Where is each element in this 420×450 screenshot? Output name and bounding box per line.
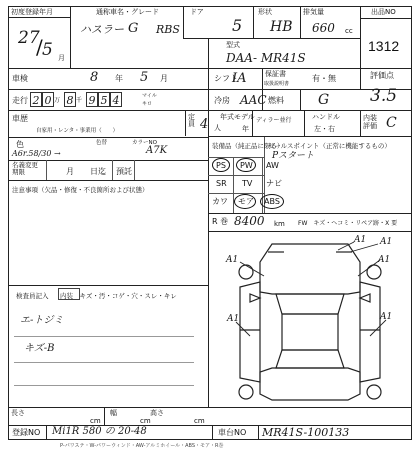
sales-points-value: Pスタート [272, 151, 315, 161]
equipment-title: 装備品（純正品に限る） [212, 142, 284, 150]
aircon-label: 冷房 [214, 96, 230, 105]
handle-label: ハンドル [312, 113, 340, 121]
warranty-label: 保証書 [265, 70, 286, 78]
equip-grid-v1 [233, 157, 234, 213]
damage-mark: A1 [378, 255, 391, 265]
rule-h-lot [360, 18, 412, 19]
equip-top-ps: PS [216, 161, 226, 170]
equip-tv: TV [242, 179, 253, 188]
inspector-options: 内装 キズ・汚・コゲ・穴・スレ・キレ [60, 292, 177, 300]
rear-month-label: 月 [66, 167, 74, 176]
equip-top-pw: PW [240, 161, 253, 170]
equip-sr: SR [216, 179, 227, 188]
month-suffix: 月 [58, 54, 65, 62]
equip-circle-abs [260, 194, 284, 209]
damage-mark: A1 [380, 312, 393, 322]
doors-value: 5 [232, 16, 243, 35]
rule-v-foot3 [258, 425, 259, 440]
fuel-value: G [318, 92, 330, 108]
rule-h-4 [8, 110, 412, 111]
shaken-year: 8 [90, 70, 99, 85]
rule-v-foot1 [46, 425, 47, 440]
mileage-label: 走行 [12, 96, 28, 105]
reg-month-value: 5 [42, 40, 53, 60]
rule-v-12 [185, 110, 186, 136]
inspector-note: キズ-B [24, 343, 55, 354]
rule-h-1 [8, 17, 70, 18]
rule-v-1 [70, 6, 71, 68]
warranty-options: 有・無 [312, 74, 336, 83]
car-name-label: 通称車名・グレード [96, 8, 159, 16]
rule-v-13 [304, 110, 305, 136]
height-cm: cm [194, 417, 205, 425]
color-label: 色 [16, 140, 24, 149]
unit-mile: マイル [142, 93, 157, 99]
doors-label: ドア [190, 8, 204, 16]
mileage-digit-boxes [30, 92, 122, 107]
lot-value: 1312 [368, 38, 400, 54]
width-cm: cm [140, 417, 151, 425]
grade-value: G [128, 21, 139, 36]
rule-v-2 [183, 6, 184, 38]
equip-abs: ABS [264, 197, 280, 206]
color-no-label: カラーNO [132, 140, 157, 146]
fuel-label: 燃料 [268, 96, 284, 105]
year-model-label: 年式モデル [220, 113, 255, 121]
equip-navi: ナビ [266, 179, 282, 188]
rule-h-6 [8, 160, 208, 161]
inspector-rule [14, 336, 194, 337]
height-label: 高さ [150, 409, 164, 417]
year-unit: 年 [115, 74, 123, 83]
rule-h-6b [208, 136, 412, 137]
capacity-label: 定員 [188, 113, 195, 128]
color-value: A6r.58/30 → [12, 149, 61, 158]
rear-grid-v1 [46, 160, 47, 180]
model-value: DAA- MR41S [226, 51, 306, 65]
width-label: 幅 [110, 409, 117, 417]
year-slash: / [36, 35, 43, 59]
car-name-value: ハスラー [80, 23, 124, 36]
equip-circle-pw [236, 158, 256, 172]
reg-no-label: 登録NO [12, 428, 41, 437]
history-options: 自家用・レンタ・事業用（ ） [36, 128, 119, 134]
shift-label: シフト [214, 74, 238, 83]
rule-v-10 [360, 110, 361, 136]
rule-h-2 [8, 68, 412, 69]
unit-km: キロ [142, 101, 153, 107]
rear-entry-label: 名義変更期限 [12, 161, 38, 177]
inspector-note: エ-トジミ [20, 315, 64, 326]
ribbon-value: 8400 [234, 214, 265, 228]
equip-top-aw: AW [266, 161, 279, 170]
reg-year-value: 27 [18, 28, 40, 48]
displacement-value: 660 [312, 21, 335, 35]
ribbon-label: R 巻 [212, 217, 229, 226]
mileage-digit: 0 [42, 92, 54, 107]
sales-points-label: セールスポイント（正常に機能するもの） [268, 142, 391, 150]
equip-kawa: カワ [212, 197, 228, 206]
inspector-label: 検査員記入 [16, 292, 49, 300]
bottom-note: P-パワステ・W-パワーウィンド・AW-アルミホイール・ABS・モア・R巻 [60, 443, 224, 449]
body-type-value: HB [270, 19, 293, 35]
inspector-options-box [58, 288, 80, 300]
rule-v-foot2 [212, 425, 213, 440]
unit-man: 万 [54, 97, 61, 104]
ribbon-unit: km [274, 220, 285, 228]
rule-h-7 [8, 180, 208, 181]
damage-mark: A1 [227, 314, 240, 324]
inspector-rule [14, 362, 194, 363]
rule-v-6 [208, 38, 209, 68]
damage-mark: A1 [380, 237, 393, 247]
rule-h-5 [8, 137, 208, 138]
mileage-digit: 9 [86, 92, 98, 107]
equip-moa: モア [238, 197, 254, 206]
capacity-unit: 人 [214, 124, 221, 132]
rear-day-label: 日迄 [90, 167, 106, 176]
rule-v-3 [253, 6, 254, 38]
history-label: 車歴 [12, 114, 28, 123]
interior-label: 内装評価 [363, 114, 377, 131]
notes-label: 注意事項（欠品・修復・不良箇所および状態） [12, 186, 149, 194]
chassis-value: MR41S-100133 [262, 426, 350, 439]
inspector-rule [14, 385, 194, 386]
grade-label: 評価点 [370, 71, 394, 80]
body-type-label: 形状 [258, 8, 272, 16]
equip-grid-h3 [208, 193, 264, 194]
model-label: 型式 [226, 41, 240, 49]
interior-value: C [386, 115, 397, 131]
color-sub: 色替 [96, 140, 108, 146]
mileage-digit: 2 [30, 92, 42, 107]
damage-mark: A1 [354, 235, 367, 245]
equip-grid-h2 [208, 175, 264, 176]
length-cm: cm [90, 417, 101, 425]
displacement-label: 排気量 [303, 8, 324, 16]
rear-grid-v3 [134, 160, 135, 180]
mileage-digit: 5 [98, 92, 110, 107]
rule-h-model [183, 38, 360, 39]
cc-unit: cc [345, 27, 353, 35]
shaken-month: 5 [140, 70, 149, 85]
rule-v-foot4 [104, 407, 105, 425]
length-label: 長さ [11, 409, 25, 417]
rule-v-4 [300, 6, 301, 38]
handle-options: 左・右 [314, 125, 335, 133]
reg-no-value: Mi1R 580 の 20-48 [52, 426, 147, 437]
rule-h-9 [8, 407, 412, 408]
capacity-value: 4 [200, 117, 209, 132]
rule-v-9 [300, 89, 301, 110]
equip-circle-moa [234, 194, 256, 209]
equipment-footer: FW キズ・ヘコミ・リペア跡・X 要 [298, 220, 398, 227]
shift-value: IA [232, 71, 247, 86]
damage-mark: A1 [226, 255, 239, 265]
equip-circle-ps [212, 158, 230, 172]
unit-sen: 千 [76, 97, 83, 104]
shaken-label: 車検 [12, 74, 28, 83]
month-unit: 月 [160, 74, 168, 83]
warranty-sub: 取扱説明書 [264, 81, 290, 87]
reg-year-label: 初度登録年月 [11, 8, 53, 16]
mileage-digit: 4 [110, 92, 122, 107]
rear-grid-v2 [112, 160, 113, 180]
rule-h-3 [8, 89, 412, 90]
year-model-unit: 年 [242, 125, 249, 133]
grade-value: 3.5 [370, 86, 398, 106]
mileage-digit: 8 [64, 92, 76, 107]
dealer-label: ディラー並行 [256, 117, 292, 124]
aircon-value: AAC [240, 93, 267, 107]
grade-extra: RBS [156, 23, 180, 36]
lot-label: 出品NO [371, 8, 396, 16]
rear-tax-label: 預託 [116, 167, 132, 176]
rule-h-8 [8, 285, 208, 286]
chassis-label: 車台NO [218, 428, 247, 437]
color-code: A7K [146, 145, 168, 156]
